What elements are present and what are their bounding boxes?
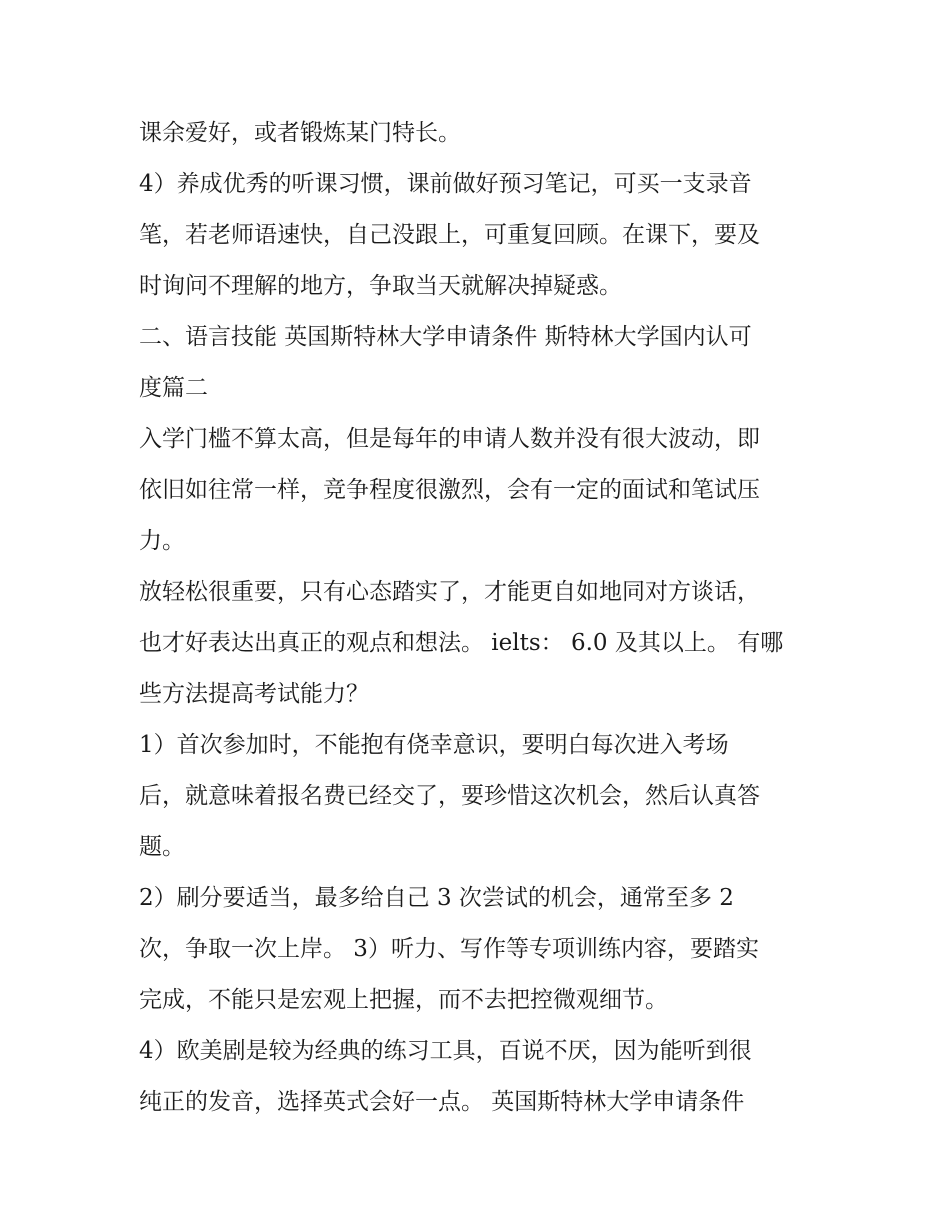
- paragraph-tip-2-3: [139, 873, 819, 1026]
- paragraph-listening-habit: [139, 159, 819, 312]
- text-line: 1）首次参加时，不能抱有侥幸意识，要明白每次进入考场: [139, 732, 729, 758]
- paragraph-admission-threshold: [139, 414, 819, 567]
- text-line: 4）欧美剧是较为经典的练习工具，百说不厌，因为能听到很: [139, 1038, 752, 1064]
- text-line: 度篇二: [139, 375, 208, 401]
- paragraph-hobby: [139, 108, 819, 159]
- section-heading-language-skills: [139, 312, 819, 414]
- paragraph-tip-4: [139, 1026, 819, 1128]
- text-line: 笔，若老师语速快，自己没跟上，可重复回顾。在课下，要及: [139, 222, 760, 248]
- text-line: 完成，不能只是宏观上把握，而不去把控微观细节。: [139, 987, 668, 1013]
- text-line: 后，就意味着报名费已经交了，要珍惜这次机会，然后认真答: [139, 783, 760, 809]
- text-line: 纯正的发音，选择英式会好一点。 英国斯特林大学申请条件: [139, 1089, 745, 1115]
- text-line: 入学门槛不算太高，但是每年的申请人数并没有很大波动，即: [139, 426, 760, 452]
- text-line: 力。: [139, 528, 185, 554]
- document-body: [139, 108, 819, 1128]
- text-line: 次，争取一次上岸。 3）听力、写作等专项训练内容，要踏实: [139, 936, 759, 962]
- text-line: 依旧如往常一样，竞争程度很激烈，会有一定的面试和笔试压: [139, 477, 760, 503]
- text-line: 些方法提高考试能力？: [139, 681, 369, 707]
- text-line: 放轻松很重要，只有心态踏实了，才能更自如地同对方谈话，: [139, 579, 760, 605]
- text-line: 题。: [139, 834, 185, 860]
- text-line: 2）刷分要适当，最多给自己 3 次尝试的机会，通常至多 2: [139, 885, 734, 911]
- paragraph-relax-ielts: [139, 567, 819, 720]
- paragraph-tip-1: [139, 720, 819, 873]
- text-line: 课余爱好，或者锻炼某门特长。: [139, 120, 461, 146]
- text-line: 4）养成优秀的听课习惯，课前做好预习笔记，可买一支录音: [139, 171, 752, 197]
- text-line: 时询问不理解的地方，争取当天就解决掉疑惑。: [139, 273, 622, 299]
- text-line: 二、语言技能 英国斯特林大学申请条件 斯特林大学国内认可: [139, 324, 752, 350]
- text-line: 也才好表达出真正的观点和想法。 ielts： 6.0 及其以上。 有哪: [139, 630, 784, 656]
